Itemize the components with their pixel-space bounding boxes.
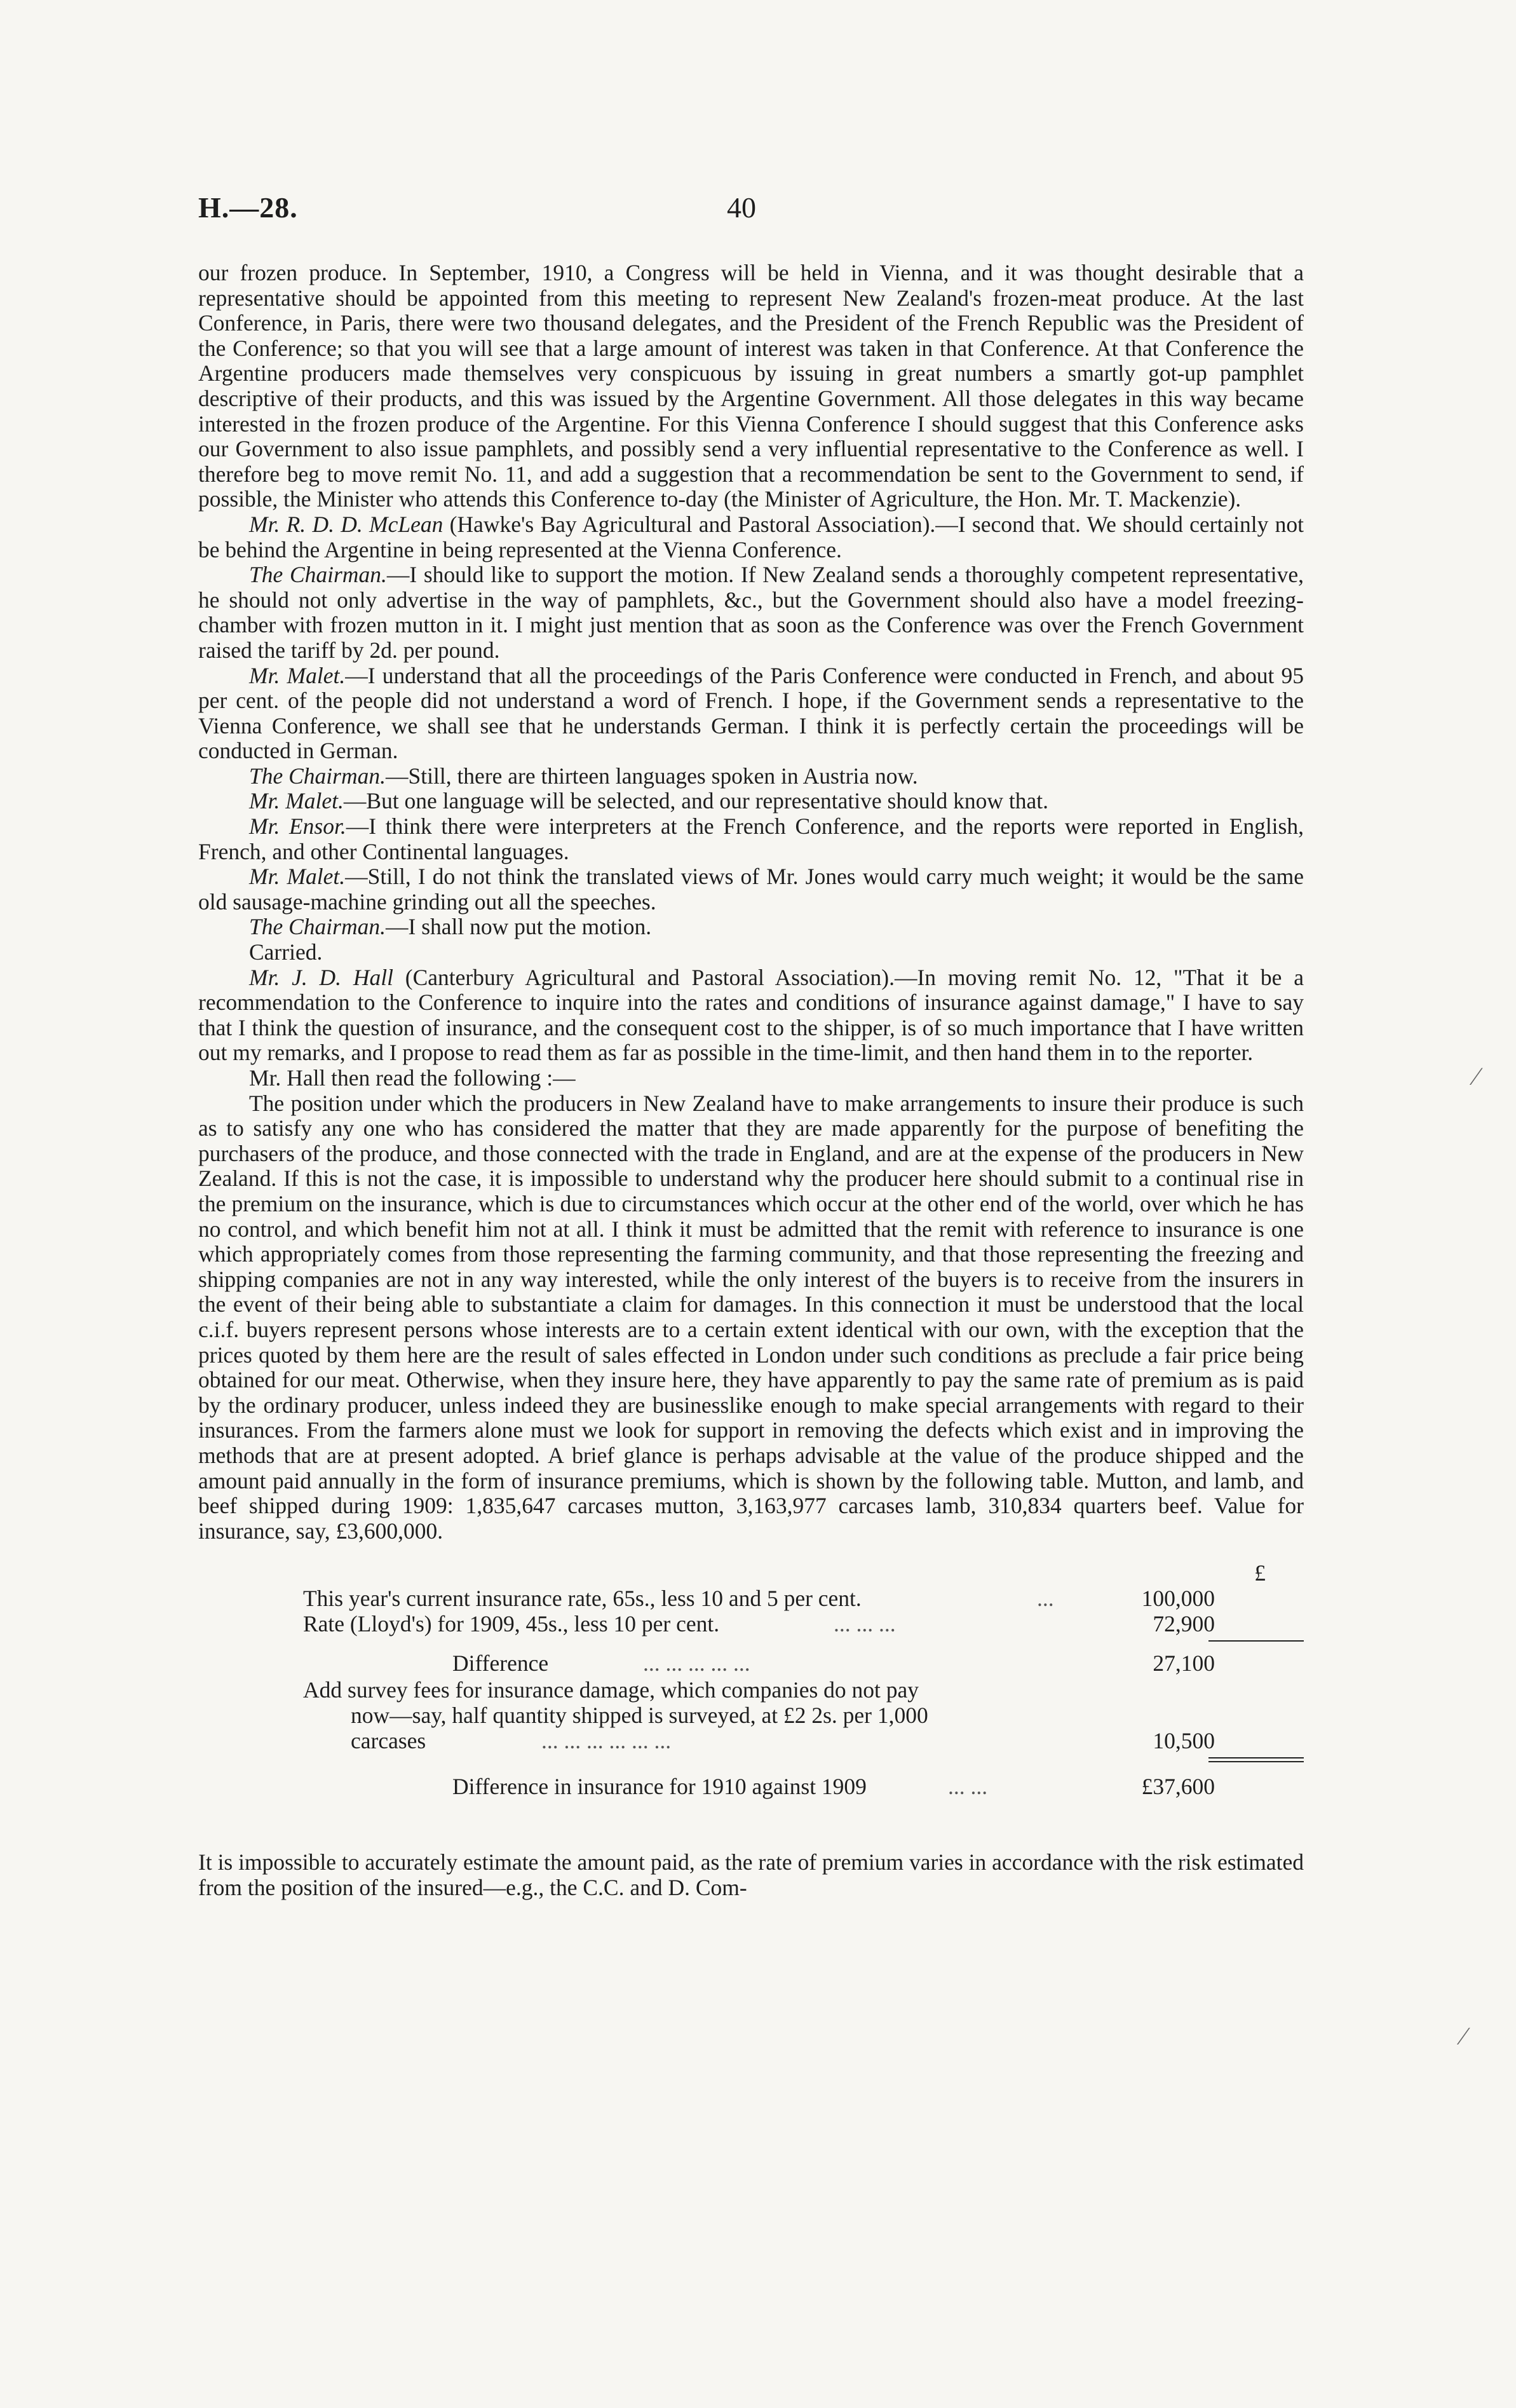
page-header — [198, 191, 1304, 241]
margin-mark-icon: ⁄ — [1474, 1062, 1479, 1091]
table-row — [198, 1586, 1215, 1611]
speaker-name: The Chairman. — [249, 763, 386, 789]
document-page — [198, 191, 1304, 1900]
paragraph: Mr. Ensor.—I think there were interpreters at the French Conference, and the reports were reported in English, French, and other Continental languages. — [198, 813, 1304, 864]
row-amount: 27,100 — [1153, 1650, 1215, 1677]
leader-dots: ... ... ... ... ... — [643, 1650, 750, 1677]
speaker-name: Mr. Ensor. — [249, 813, 346, 840]
table-row — [198, 1703, 1215, 1728]
paragraph: The position under which the producers in New Zealand have to make arrangements to insure their produce is such as to satisfy any one who has considered the matter that they are made apparently for the purpose of benefiting the purchasers of the produce, and those connected with the trade in England, and are at the expense of the producers in New Zealand. If this is not the case, it is impossible to understand why the producer here should submit to a continual rise in the premium on the insurance, which is due to circumstances which occur at the other end of the world, over which he has no control, and which benefit him not at all. I think it must be admitted that the remit with reference to insurance is one which appropriately comes from those representing the farming community, and that those representing the freezing and shipping companies are not in any way interested, while the only interest of the buyers is to receive from the insurers in the event of their being able to substantiate a claim for damages. In this connection it must be understood that the local c.i.f. buyers represent persons whose interests are to a certain extent identical with our own, with the exception that the prices quoted by them here are the result of sales effected in London under such conditions as preclude a fair price being obtained for our meat. Otherwise, when they insure here, they have apparently to pay the same rate of premium as is paid by the ordinary producer, unless indeed they are businesslike enough to make special arrangements with regard to their insurances. From the farmers alone must we look for support in removing the defects which exist and in improving the methods that are at present adopted. A brief glance is perhaps advisable at the value of the produce shipped and the amount paid annually in the form of insurance premiums, which is shown by the following table. Mutton, and lamb, and beef shipped during 1909: 1,835,647 carcases mutton, 3,163,977 carcases lamb, 310,834 quarters beef. Value for insurance, say, £3,600,000. — [198, 1090, 1304, 1544]
insurance-table — [198, 1560, 1304, 1846]
row-label: Add survey fees for insurance damage, which companies do not pay — [303, 1677, 919, 1703]
speaker-name: Mr. J. D. Hall — [249, 964, 393, 990]
paragraph: Mr. Malet.—Still, I do not think the translated views of Mr. Jones would carry much weight; it would be the same old sausage-machine grinding out all the speeches. — [198, 864, 1304, 915]
paragraph: Mr. Hall then read the following :— — [249, 1065, 576, 1091]
leader-dots: ... ... ... — [834, 1611, 896, 1637]
sum-rule — [1208, 1761, 1304, 1762]
row-label: Difference — [452, 1650, 549, 1677]
row-amount: 72,900 — [1153, 1611, 1215, 1637]
paragraph: Mr. R. D. D. McLean (Hawke's Bay Agricultural and Pastoral Association).—I second that. We should certainly not be behind the Argentine in being represented at the Vienna Conference. — [198, 511, 1304, 562]
margin-mark-icon: ∕ — [1461, 2022, 1466, 2050]
row-amount: 100,000 — [1141, 1586, 1215, 1612]
sum-rule — [1208, 1640, 1304, 1642]
sum-rule — [1208, 1757, 1304, 1758]
leader-dots: ... ... ... ... ... ... — [541, 1728, 672, 1754]
row-amount: £37,600 — [1141, 1774, 1215, 1800]
table-row — [198, 1677, 1215, 1703]
paper-reference: H.—28. — [198, 191, 298, 224]
paragraph: The Chairman.—I should like to support the motion. If New Zealand sends a thoroughly competent representative, he should not only advertise in the way of pamphlets, &c., but the Government should also have a model freezing-chamber with frozen mutton in it. I might just mention that as soon as the Conference was over the French Government raised the tariff by 2d. per pound. — [198, 562, 1304, 663]
leader-dots: ... — [1037, 1586, 1054, 1612]
paragraph: The Chairman.—I shall now put the motion. — [249, 914, 652, 940]
speaker-name: Mr. R. D. D. McLean — [249, 511, 443, 537]
closing-paragraph: It is impossible to accurately estimate the amount paid, as the rate of premium varies in accordance with the risk estimated from the position of the insured—e.g., the C.C. and D. Com- — [198, 1849, 1304, 1900]
paragraph: Mr. Malet.—But one language will be selected, and our representative should know that. — [249, 788, 1048, 814]
row-label: carcases — [351, 1728, 426, 1754]
speaker-name: The Chairman. — [249, 914, 386, 940]
table-row — [198, 1611, 1215, 1636]
paragraph: our frozen produce. In September, 1910, a Congress will be held in Vienna, and it was thought desirable that a representative should be appointed from this meeting to represent New Zealand's frozen-meat produce. At the last Conference, in Paris, there were two thousand delegates, and the President of the French Republic was the President of the Conference; so that you will see that a large amount of interest was taken in that Conference. At that Conference the Argentine producers made themselves very conspicuous by issuing in great numbers a smartly got-up pamphlet descriptive of their products, and this was issued by the Argentine Government. All those delegates in this way became interested in the frozen produce of the Argentine. For this Vienna Conference I should suggest that this Conference asks our Government to also issue pamphlets, and possibly send a very influential representative to the Conference as well. I therefore beg to move remit No. 11, and add a suggestion that a recommendation be sent to the Government to send, if possible, the Minister who attends this Conference to-day (the Minister of Agriculture, the Hon. Mr. T. Mackenzie). — [198, 260, 1304, 512]
row-amount: 10,500 — [1153, 1728, 1215, 1754]
paragraph: The Chairman.—Still, there are thirteen languages spoken in Austria now. — [249, 763, 918, 789]
row-label: Rate (Lloyd's) for 1909, 45s., less 10 per cent. — [303, 1611, 720, 1637]
table-row — [198, 1774, 1215, 1799]
body-text — [198, 261, 1304, 1544]
speaker-name: Mr. Malet. — [249, 864, 346, 890]
paragraph: Carried. — [249, 939, 323, 965]
leader-dots: ... ... — [948, 1774, 988, 1800]
table-row — [198, 1650, 1215, 1676]
row-label: now—say, half quantity shipped is surveyed, at £2 2s. per 1,000 — [351, 1703, 928, 1729]
speaker-name: Mr. Malet. — [249, 662, 346, 688]
page-number: 40 — [727, 191, 756, 224]
currency-header: £ — [1254, 1560, 1266, 1586]
speaker-name: Mr. Malet. — [249, 788, 344, 814]
table-row — [198, 1728, 1215, 1753]
paragraph: Mr. Malet.—I understand that all the proceedings of the Paris Conference were conducted in French, and about 95 per cent. of the people did not understand a word of French. I hope, if the Government sends a representative to the Vienna Conference, we shall see that he understands German. I think it is perfectly certain the proceedings will be conducted in German. — [198, 662, 1304, 764]
paragraph: Mr. J. D. Hall (Canterbury Agricultural and Pastoral Association).—In moving remit No. 12, "That it be a recommendation to the Conference to inquire into the rates and conditions of insurance against damage," I have to say that I think the question of insurance, and the consequent cost to the shipper, is of so much importance that I have written out my remarks, and I propose to read them as far as possible in the time-limit, and then hand them in to the reporter. — [198, 964, 1304, 1066]
speaker-name: The Chairman. — [249, 562, 387, 588]
row-label: This year's current insurance rate, 65s., less 10 and 5 per cent. — [303, 1586, 862, 1612]
row-label: Difference in insurance for 1910 against 1909 — [452, 1774, 867, 1800]
